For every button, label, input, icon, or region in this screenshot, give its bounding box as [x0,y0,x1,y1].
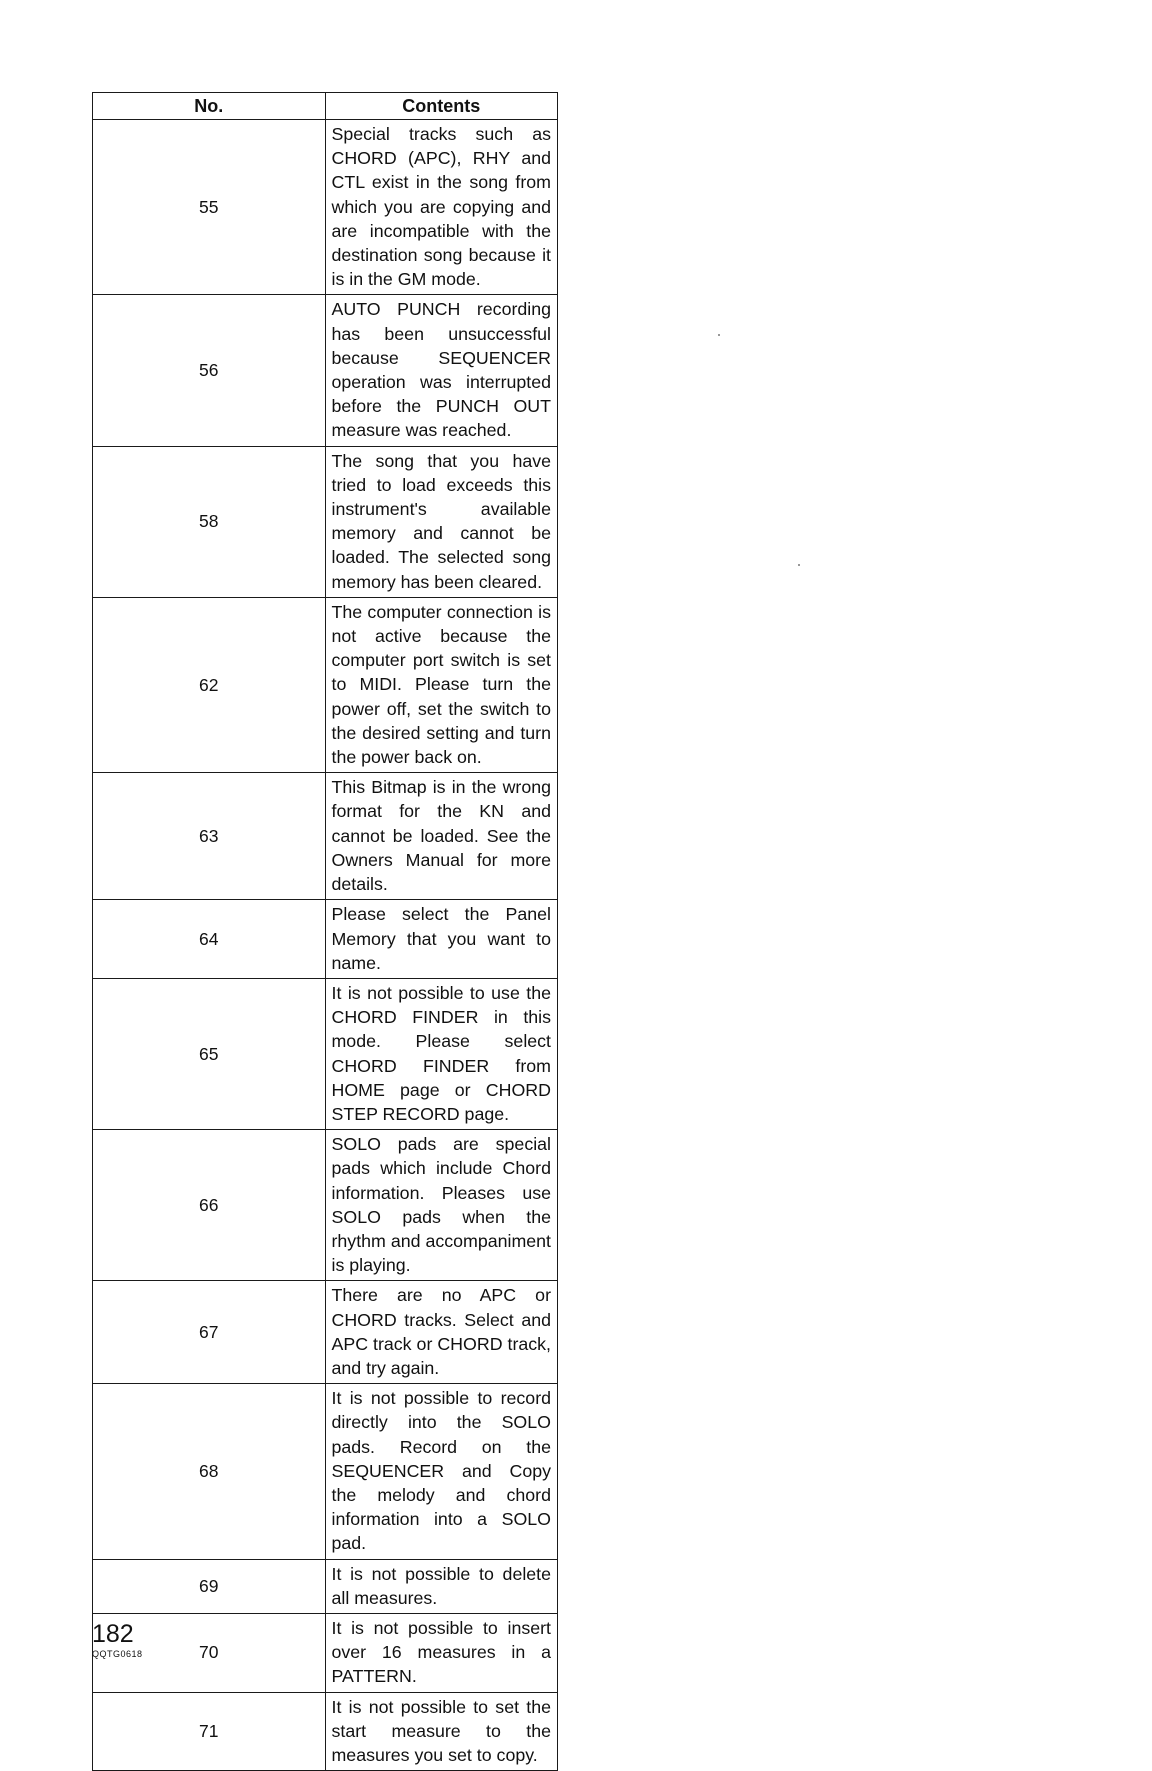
scan-speck [718,334,720,336]
scan-speck [798,564,800,566]
document-code: QQTG0618 [92,1649,143,1659]
message-contents: The computer connection is not active because the computer port switch is set to MIDI. Please turn the power off, set the switch to the desired setting and turn the power back on. [325,597,558,772]
table-row [93,773,558,900]
table-row [93,1384,558,1559]
table-header-row [93,93,558,120]
message-number: 66 [93,1130,326,1281]
table-row [93,1613,558,1692]
message-contents: AUTO PUNCH recording has been unsuccessful because SEQUENCER operation was interrupted before the PUNCH OUT measure was reached. [325,295,558,446]
page-number: 182 [92,1620,134,1648]
message-contents: This Bitmap is in the wrong format for the KN and cannot be loaded. See the Owners Manual for more details. [325,773,558,900]
message-table [92,92,558,1771]
header-no: No. [93,93,326,120]
message-number: 55 [93,120,326,295]
message-number: 68 [93,1384,326,1559]
message-contents: It is not possible to delete all measures. [325,1559,558,1613]
message-contents: Special tracks such as CHORD (APC), RHY and CTL exist in the song from which you are copying and are incompatible with the destination song because it is in the GM mode. [325,120,558,295]
message-contents: The song that you have tried to load exceeds this instrument's available memory and cannot be loaded. The selected song memory has been cleared. [325,446,558,597]
table-row [93,1281,558,1384]
message-number: 63 [93,773,326,900]
message-contents: SOLO pads are special pads which include Chord information. Pleases use SOLO pads when the rhythm and accompaniment is playing. [325,1130,558,1281]
table-row [93,1130,558,1281]
message-number: 64 [93,900,326,979]
table-row [93,1692,558,1771]
message-contents: It is not possible to record directly into the SOLO pads. Record on the SEQUENCER and Copy the melody and chord information into a SOLO pad. [325,1384,558,1559]
message-number: 67 [93,1281,326,1384]
message-contents: Please select the Panel Memory that you want to name. [325,900,558,979]
message-contents: It is not possible to insert over 16 measures in a PATTERN. [325,1613,558,1692]
table-row [93,978,558,1129]
message-number: 70 [93,1613,326,1692]
message-number: 69 [93,1559,326,1613]
table-row [93,900,558,979]
message-contents: There are no APC or CHORD tracks. Select and APC track or CHORD track, and try again. [325,1281,558,1384]
message-number: 71 [93,1692,326,1771]
table-row [93,446,558,597]
message-contents: It is not possible to use the CHORD FINDER in this mode. Please select CHORD FINDER from HOME page or CHORD STEP RECORD page. [325,978,558,1129]
table-row [93,1559,558,1613]
header-contents: Contents [325,93,558,120]
message-number: 62 [93,597,326,772]
message-number: 56 [93,295,326,446]
table-row [93,120,558,295]
message-number: 58 [93,446,326,597]
table-row [93,295,558,446]
message-contents: It is not possible to set the start measure to the measures you set to copy. [325,1692,558,1771]
message-number: 65 [93,978,326,1129]
table-row [93,597,558,772]
